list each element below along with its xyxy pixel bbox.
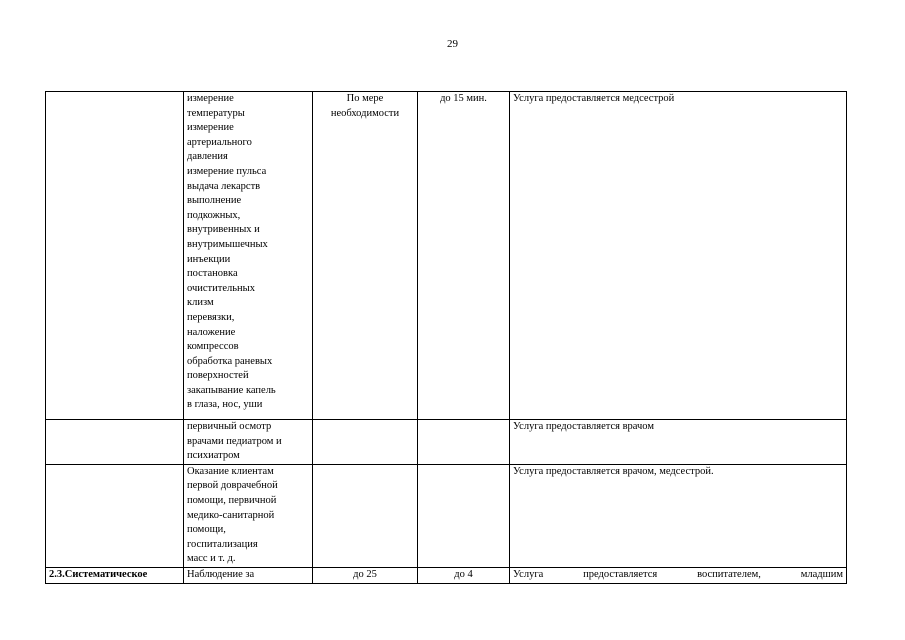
section-cell <box>46 92 184 420</box>
service-cell: Наблюдение за <box>184 567 313 583</box>
frequency-cell <box>313 420 418 465</box>
table-row <box>46 567 847 583</box>
frequency-cell: По мере необходимости <box>313 92 418 420</box>
page-number: 29 <box>447 38 458 50</box>
section-cell: 2.3.Систематическое <box>46 567 184 583</box>
frequency-cell: до 25 <box>313 567 418 583</box>
duration-cell <box>418 464 510 567</box>
provider-cell: Услуга предоставляется врачом, медсестрой. <box>510 464 847 567</box>
table-row <box>46 464 847 567</box>
service-cell: Оказание клиентам первой доврачебной помощи, первичной медико-санитарной помощи, госпитализация масс и т. д. <box>184 464 313 567</box>
provider-cell: Услуга предоставляется врачом <box>510 420 847 465</box>
service-cell: первичный осмотр врачами педиатром и психиатром <box>184 420 313 465</box>
table-row <box>46 92 847 420</box>
table-row <box>46 420 847 465</box>
frequency-cell <box>313 464 418 567</box>
section-cell <box>46 464 184 567</box>
provider-cell: Услуга предоставляется медсестрой <box>510 92 847 420</box>
service-cell: измерение температуры измерение артериального давления измерение пульса выдача лекарств выполнение подкожных, внутривенных и внутримышечных инъекции постановка очистительных клизм перевязки, наложение компрессов обработка раневых поверхностей закапывание капель в глаза, нос, уши <box>184 92 313 420</box>
section-cell <box>46 420 184 465</box>
duration-cell: до 4 <box>418 567 510 583</box>
duration-cell <box>418 420 510 465</box>
services-table <box>45 91 847 584</box>
provider-cell: Услуга предоставляется воспитателем, младшим <box>510 567 847 583</box>
duration-cell: до 15 мин. <box>418 92 510 420</box>
